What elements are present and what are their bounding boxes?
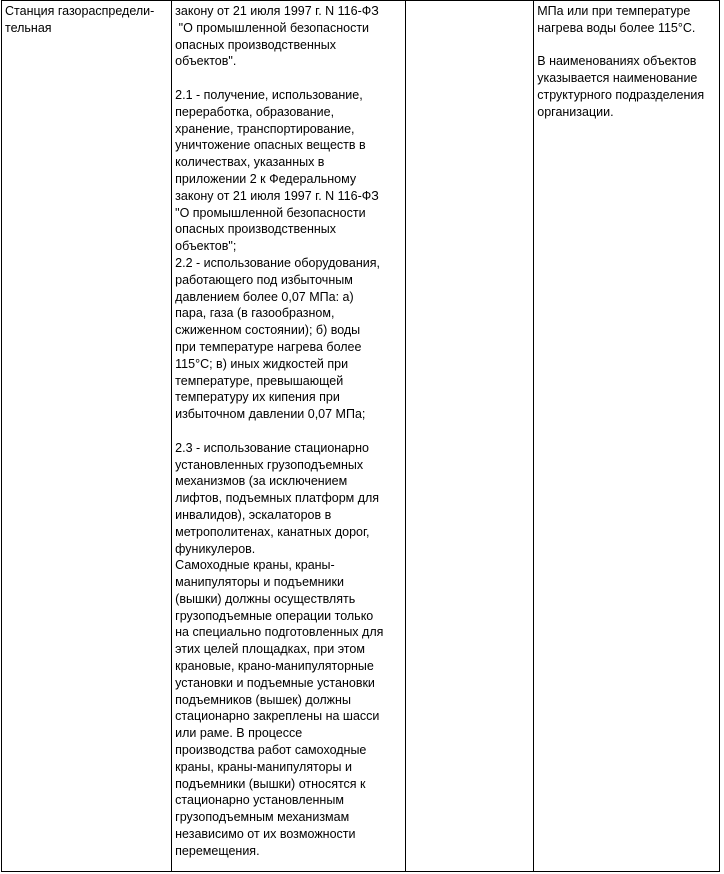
notes-cell <box>534 1 720 872</box>
table-row <box>2 1 720 872</box>
document-table <box>1 0 720 872</box>
object-name-text: Станция газораспредели- тельная <box>5 4 155 35</box>
criteria-text: закону от 21 июля 1997 г. N 116-ФЗ "О промышленной безопасности опасных производственных объектов". 2.1 - получение, использование, переработка, образование, хранение, транспортирование, уничтожение опасных веществ в количествах, указанных в приложении 2 к Федеральному закону от 21 июля 1997 г. N 116-ФЗ "О промышленной безопасности опасных производственных объектов"; 2.2 - использование оборудования, работающего под избыточным давлением более 0,07 МПа: а) пара, газа (в газообразном, сжиженном состоянии); б) воды при температуре нагрева более 115°С; в) иных жидкостей при температуре, превышающей температуру их кипения при избыточном давлении 0,07 МПа; 2.3 - использование стационарно установленных грузоподъемных механизмов (за исключением лифтов, подъемных платформ для инвалидов), эскалаторов в метрополитенах, канатных дорог, фуникулеров. Самоходные краны, краны- манипуляторы и подъемники (вышки) должны осуществлять грузоподъемные операции только на специально подготовленных для этих целей площадках, при этом крановые, крано-манипуляторные установки и подъемные установки подъемников (вышек) должны стационарно закреплены на шасси или раме. В процессе производства работ самоходные краны, краны-манипуляторы и подъемники (вышки) относятся к стационарно установленным грузоподъемным механизмам независимо от их возможности перемещения. <box>175 4 384 858</box>
notes-text: МПа или при температуре нагрева воды более 115°С. В наименованиях объектов указывается наименование структурного подразделения организации. <box>537 4 705 119</box>
criteria-cell <box>172 1 405 872</box>
empty-cell <box>405 1 534 872</box>
object-name-cell <box>2 1 172 872</box>
